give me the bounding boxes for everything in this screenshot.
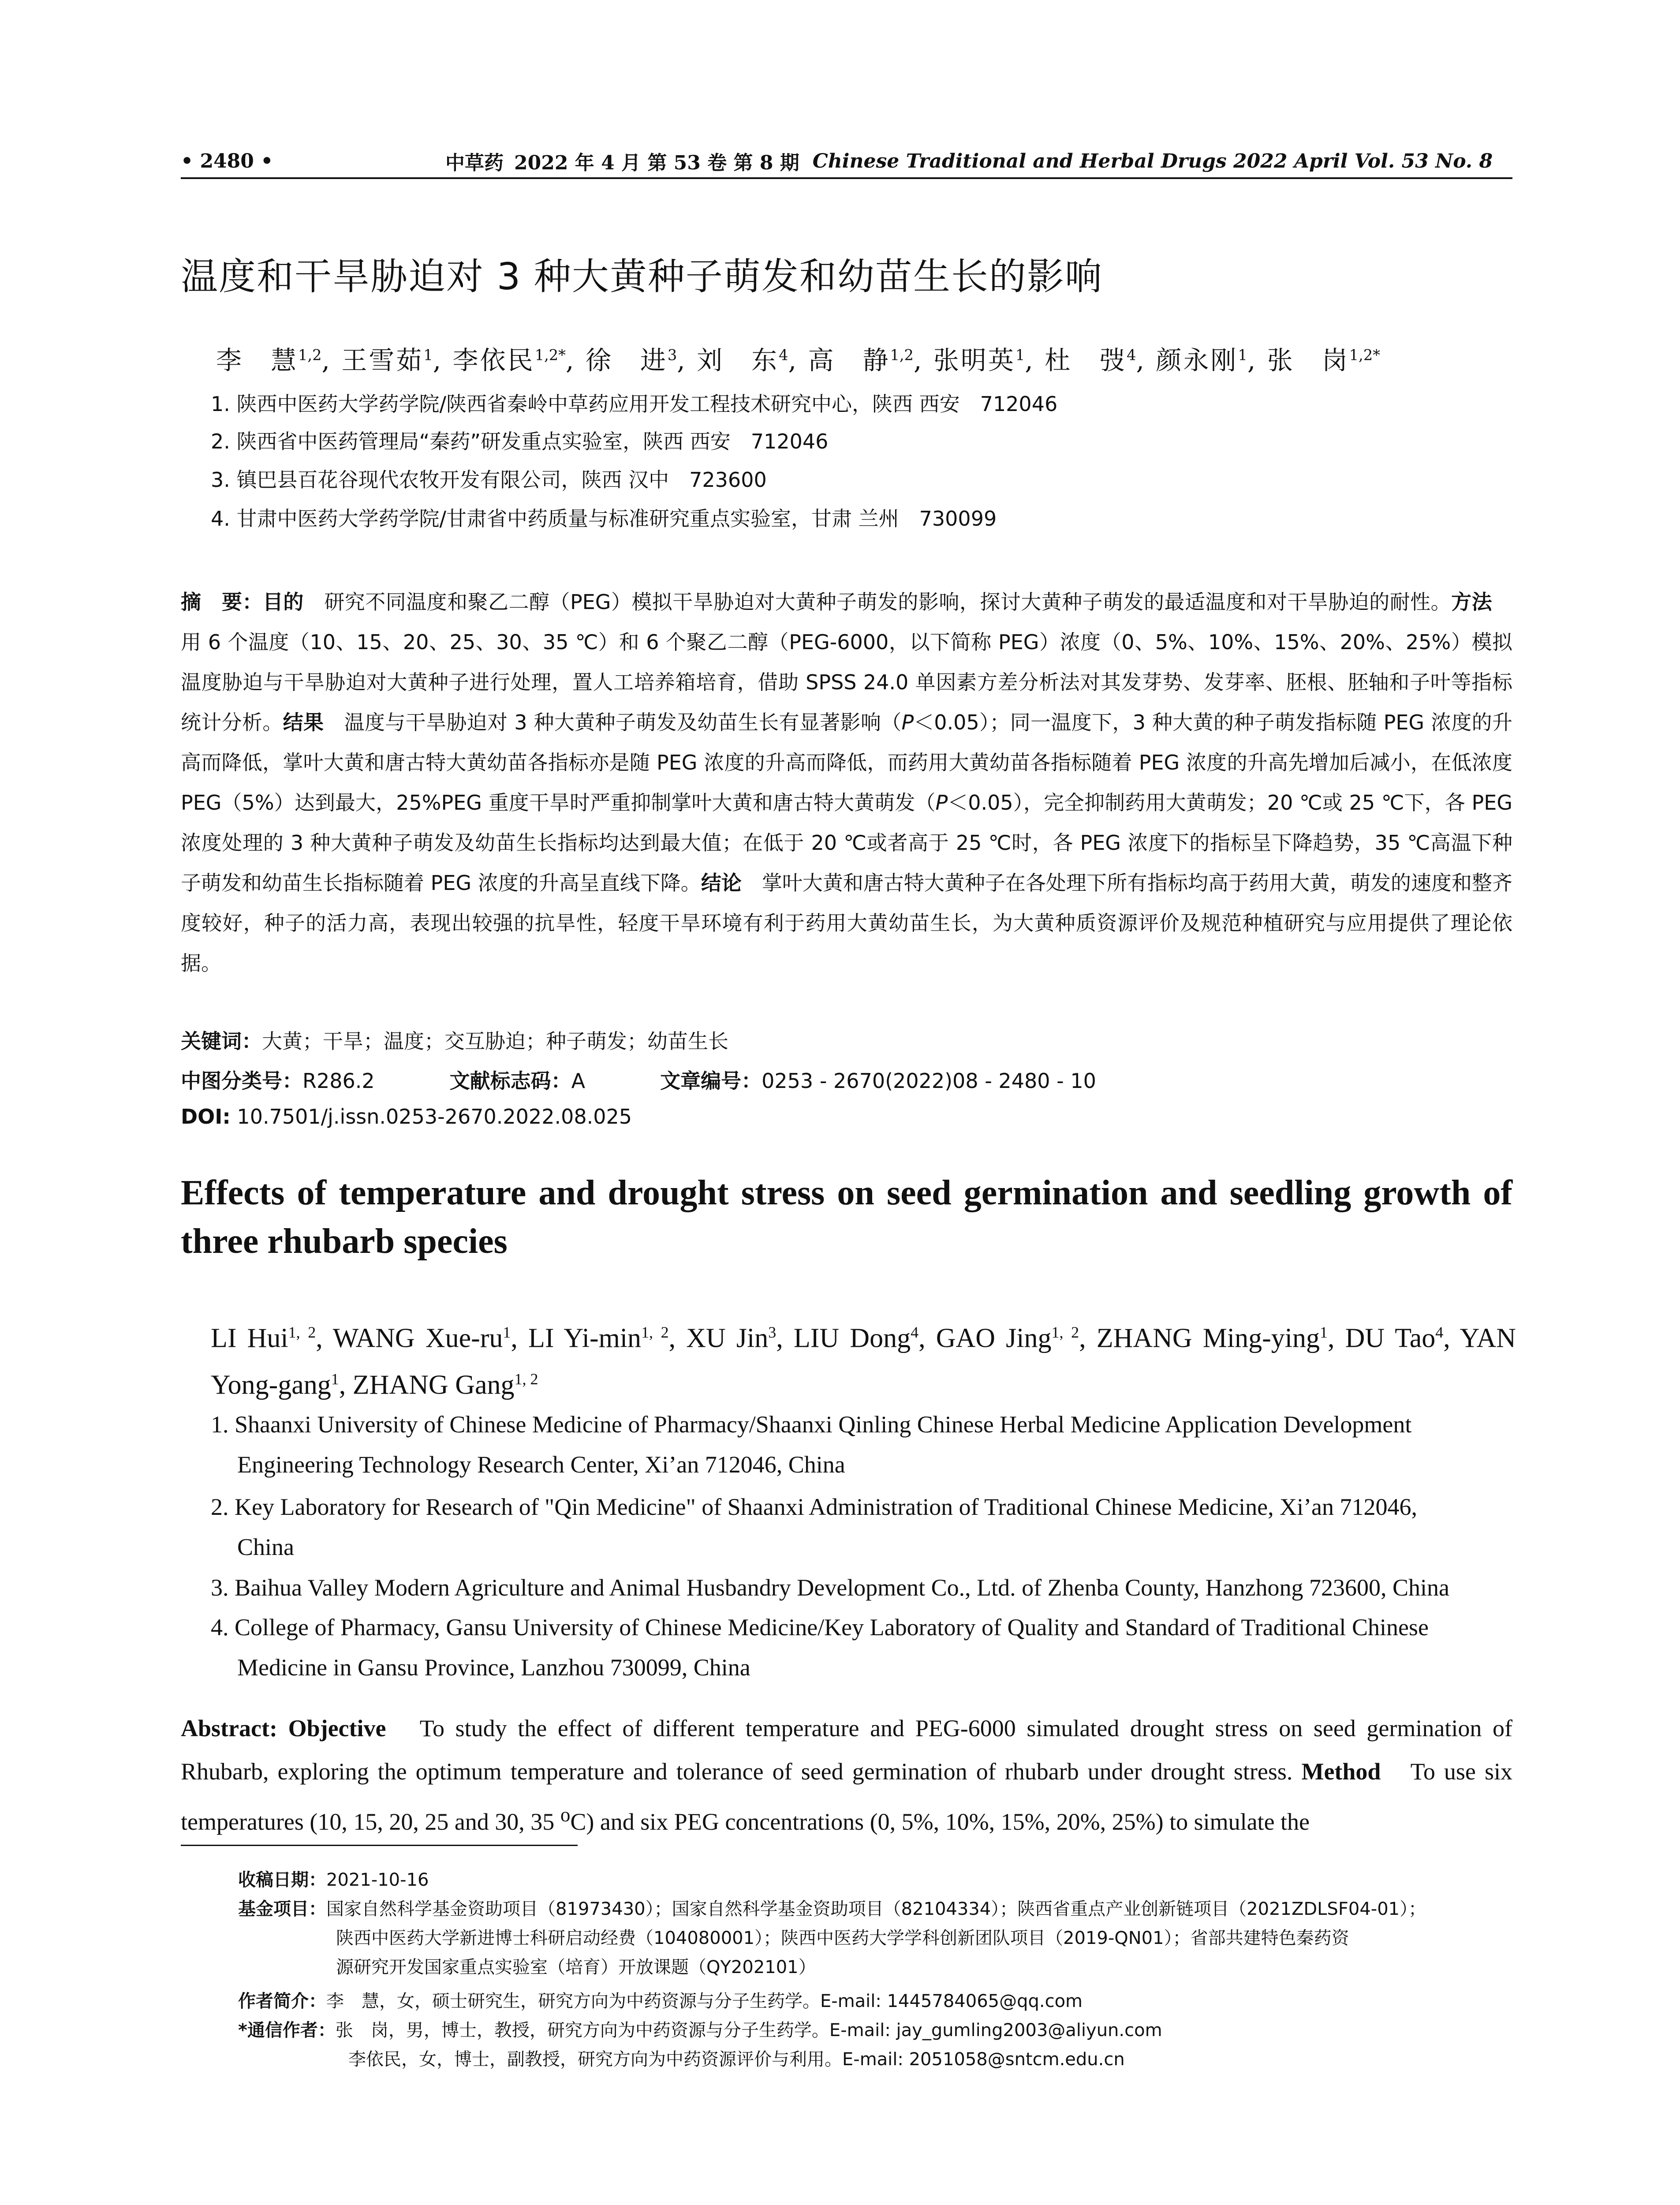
- authors-en: [211, 1312, 1516, 1405]
- affiliation-en-1-line1: 1. Shaanxi University of Chinese Medicine of Pharmacy/Shaanxi Qinling Chinese Herbal Medicine Application Development: [211, 1411, 1412, 1438]
- degree-symbol: o: [560, 1804, 571, 1826]
- result-cn-3: ＜0.05），完全抑制药用大黄萌发；20 ℃或 25 ℃下，各 PEG 浓度处理的 3 种大黄种子萌发及幼苗生长指标均达到最大值；在低于 20 ℃或者高于 25 ℃时，各 PEG 浓度下的指标呈下降趋势，35 ℃高温下种子萌发和幼苗生长指标随着 PEG 浓度的升高呈直线下降。: [181, 791, 1512, 895]
- cn-author-affiliation-mark: 3: [667, 346, 677, 364]
- en-author-affiliation-mark: 1: [331, 1370, 339, 1388]
- cn-author-name: 颜永刚: [1156, 345, 1238, 375]
- cn-author-name: 王雪茹: [341, 345, 424, 375]
- received-date: [238, 1865, 1512, 1895]
- cn-author-affiliation-mark: 1: [423, 346, 433, 364]
- en-author-name: WANG Xue-ru: [332, 1323, 503, 1353]
- cn-author-separator: ,: [1136, 345, 1156, 375]
- affiliation-cn-4: 4. 甘肃中医药大学药学院/甘肃省中药质量与标准研究重点实验室，甘肃 兰州 730099: [211, 507, 997, 531]
- page-number: • 2480 •: [181, 149, 273, 172]
- cn-author-name: 李 慧: [216, 345, 299, 375]
- result-cn-1: 温度与干旱胁迫对 3 种大黄种子萌发及幼苗生长有显著影响（: [324, 710, 902, 734]
- cn-author-name: 杜 弢: [1045, 345, 1127, 375]
- affiliation-en-2-line2: China: [237, 1534, 294, 1560]
- affiliation-cn-3: 3. 镇巴县百花谷现代农牧开发有限公司，陕西 汉中 723600: [211, 468, 767, 492]
- clc-label: 中图分类号：: [181, 1069, 302, 1093]
- affiliation-cn-2: 2. 陕西省中医药管理局“秦药”研发重点实验室，陕西 西安 712046: [211, 430, 829, 453]
- clc-value: R286.2: [302, 1069, 375, 1093]
- cn-author-separator: ,: [1025, 345, 1045, 375]
- en-author-separator: ,: [776, 1323, 794, 1353]
- received-value: 2021-10-16: [326, 1870, 429, 1890]
- footnote-rule: [181, 1845, 578, 1846]
- fund-info: [238, 1895, 1512, 1982]
- objective-en: To study the effect of different temperature and PEG-6000 simulated drought stress on seed germination of Rhubarb, exploring the optimum temperature and tolerance of seed germination of rhubarb under drought stress.: [181, 1715, 1512, 1785]
- en-author-name: LIU Dong: [793, 1323, 911, 1353]
- en-author-name: ZHANG Gang: [352, 1370, 515, 1400]
- en-author-name: YAN Yong-gang: [211, 1323, 1516, 1400]
- en-author-separator: ,: [316, 1323, 333, 1353]
- cn-author-name: 张 岗: [1267, 345, 1349, 375]
- authors-cn: [216, 340, 1517, 377]
- header-rule: [181, 177, 1512, 179]
- keywords-cn: [181, 1025, 728, 1054]
- en-author-affiliation-mark: 4: [911, 1323, 919, 1341]
- abstract-label-cn: 摘 要：: [181, 590, 263, 614]
- conclusion-label-cn: 结论: [701, 871, 742, 895]
- cn-author-affiliation-mark: 4: [779, 346, 788, 364]
- keywords-value: 大黄；干旱；温度；交互胁迫；种子萌发；幼苗生长: [262, 1029, 728, 1053]
- fund-line-2: 陕西中医药大学新进博士科研启动经费（104080001）；陕西中医药大学学科创新团队项目（2019-QN01）；省部共建特色秦药资: [336, 1928, 1349, 1948]
- affiliation-en-3: [211, 1568, 1516, 1608]
- cn-author-affiliation-mark: 4: [1127, 346, 1136, 364]
- cn-author-separator: ,: [788, 345, 808, 375]
- article-no-label: 文章编号：: [660, 1069, 762, 1093]
- title-cn: 温度和干旱胁迫对 3 种大黄种子萌发和幼苗生长的影响: [181, 255, 1103, 298]
- received-label: 收稿日期：: [238, 1870, 326, 1890]
- cn-author-affiliation-mark: 1: [1015, 346, 1025, 364]
- author-bio: [238, 1987, 1512, 2016]
- en-author-separator: ,: [511, 1323, 529, 1353]
- keywords-label: 关键词：: [181, 1029, 262, 1053]
- en-author-name: GAO Jing: [936, 1323, 1052, 1353]
- en-author-separator: ,: [668, 1323, 687, 1353]
- cn-author-name: 张明英: [933, 345, 1015, 375]
- classification-line: [181, 1065, 1096, 1094]
- running-header: [181, 143, 1512, 179]
- en-author-name: XU Jin: [686, 1323, 769, 1353]
- en-author-affiliation-mark: 1, 2: [641, 1323, 669, 1341]
- en-author-affiliation-mark: 3: [768, 1323, 777, 1341]
- affiliation-en-4-line1: 4. College of Pharmacy, Gansu University of Chinese Medicine/Key Laboratory of Quality and Standard of Traditional Chinese: [211, 1614, 1429, 1641]
- en-author-affiliation-mark: 4: [1435, 1323, 1444, 1341]
- affiliation-en-2: [211, 1487, 1516, 1567]
- cn-author-separator: ,: [677, 345, 697, 375]
- abstract-en: [181, 1707, 1512, 1843]
- en-author-separator: ,: [1443, 1323, 1460, 1353]
- cn-author-separator: ,: [1247, 345, 1267, 375]
- result-label-cn: 结果: [283, 710, 324, 734]
- cn-author-affiliation-mark: 1,2: [890, 346, 914, 364]
- cn-author-separator: ,: [321, 345, 342, 375]
- bio-value: 李 慧，女，硕士研究生，研究方向为中药资源与分子生药学。E-mail: 1445784065@qq.com: [326, 1991, 1083, 2011]
- doc-code-label: 文献标志码：: [449, 1069, 571, 1093]
- method-en-2: C) and six PEG concentrations (0, 5%, 10%, 15%, 20%, 25%) to simulate the: [570, 1809, 1310, 1835]
- en-author-separator: ,: [1079, 1323, 1097, 1353]
- fund-line-3: 源研究开发国家重点实验室（培育）开放课题（QY202101）: [336, 1957, 816, 1977]
- abstract-label-en: Abstract: Objective: [181, 1715, 386, 1742]
- bio-label: 作者简介：: [238, 1991, 326, 2011]
- en-author-separator: ,: [918, 1323, 936, 1353]
- doi-line: [181, 1105, 632, 1129]
- corresponding-author: [238, 2016, 1512, 2074]
- affiliation-en-4-line2: Medicine in Gansu Province, Lanzhou 730099, China: [237, 1654, 750, 1681]
- method-label-cn: 方法: [1451, 590, 1493, 614]
- journal-name-en: Chinese Traditional and Herbal Drugs 2022 April Vol. 53 No. 8: [812, 149, 1493, 172]
- doi-label: DOI:: [181, 1105, 231, 1129]
- en-author-name: ZHANG Ming-ying: [1096, 1323, 1320, 1353]
- en-author-name: LI Yi-min: [528, 1323, 642, 1353]
- affiliation-en-1: [211, 1405, 1516, 1485]
- fund-line-1: 国家自然科学基金资助项目（81973430）；国家自然科学基金资助项目（82104334）；陕西省重点产业创新链项目（2021ZDLSF04-01）；: [326, 1899, 1426, 1919]
- objective-label-cn: 目的: [262, 590, 304, 614]
- cn-author-affiliation-mark: 1,2*: [534, 346, 566, 364]
- journal-name-cn: 中草药: [445, 152, 504, 174]
- method-en-1: To use six temperatures (10, 15, 20, 25 and 30, 35: [181, 1758, 1512, 1835]
- en-author-affiliation-mark: 1, 2: [288, 1323, 316, 1341]
- cn-author-name: 李依民: [452, 345, 535, 375]
- conclusion-cn: 掌叶大黄和唐古特大黄种子在各处理下所有指标均高于药用大黄，萌发的速度和整齐度较好，种子的活力高，表现出较强的抗旱性，轻度干旱环境有利于药用大黄幼苗生长，为大黄种质资源评价及规范种植研究与应用提供了理论依据。: [181, 871, 1512, 975]
- issue-date-cn: 2022 年 4 月 第 53 卷 第 8 期: [514, 152, 799, 174]
- cn-author-separator: ,: [433, 345, 453, 375]
- affiliation-en-4: [211, 1607, 1516, 1688]
- cn-author-affiliation-mark: 1,2*: [1349, 346, 1381, 364]
- abstract-cn: [181, 582, 1512, 983]
- cn-author-name: 高 静: [808, 345, 890, 375]
- cn-author-affiliation-mark: 1: [1238, 346, 1247, 364]
- cn-author-separator: ,: [913, 345, 933, 375]
- en-author-separator: ,: [339, 1370, 353, 1400]
- p-value-symbol: P: [935, 791, 948, 815]
- en-author-affiliation-mark: 1, 2: [514, 1370, 538, 1388]
- doi-value: 10.7501/j.issn.0253-2670.2022.08.025: [230, 1105, 632, 1129]
- affiliation-en-1-line2: Engineering Technology Research Center, Xi’an 712046, China: [237, 1451, 845, 1478]
- cn-author-name: 刘 东: [697, 345, 779, 375]
- cn-author-name: 徐 进: [585, 345, 668, 375]
- article-no-value: 0253 - 2670(2022)08 - 2480 - 10: [762, 1069, 1096, 1093]
- cn-author-affiliation-mark: 1,2: [298, 346, 322, 364]
- en-author-name: LI Hui: [211, 1323, 288, 1353]
- corr-line-2: 李依民，女，博士，副教授，研究方向为中药资源评价与利用。E-mail: 2051058@sntcm.edu.cn: [348, 2049, 1125, 2070]
- en-author-affiliation-mark: 1, 2: [1051, 1323, 1079, 1341]
- en-author-affiliation-mark: 1: [1320, 1323, 1328, 1341]
- en-author-name: DU Tao: [1345, 1323, 1436, 1353]
- affiliation-cn-1: 1. 陕西中医药大学药学院/陕西省秦岭中草药应用开发工程技术研究中心，陕西 西安 712046: [211, 392, 1058, 416]
- corr-line-1: 张 岗，男，博士，教授，研究方向为中药资源与分子生药学。E-mail: jay_gumling2003@aliyun.com: [335, 2020, 1162, 2041]
- method-label-en: Method: [1301, 1758, 1381, 1785]
- cn-author-separator: ,: [565, 345, 586, 375]
- fund-label: 基金项目：: [238, 1899, 326, 1919]
- objective-cn: 研究不同温度和聚乙二醇（PEG）模拟干旱胁迫对大黄种子萌发的影响，探讨大黄种子萌发的最适温度和对干旱胁迫的耐性。: [303, 590, 1452, 614]
- en-author-separator: ,: [1328, 1323, 1345, 1353]
- result-cn-2: ＜0.05）；同一温度下，3 种大黄的种子萌发指标随 PEG 浓度的升高而降低，掌叶大黄和唐古特大黄幼苗各指标亦是随 PEG 浓度的升高而降低，而药用大黄幼苗各指标随着 PEG 浓度的升高先增加后减小，在低浓度 PEG（5%）达到最大，25%PEG 重度干旱时严重抑制掌叶大黄和唐古特大黄萌发（: [181, 710, 1512, 815]
- title-en: Effects of temperature and drought stress on seed germination and seedling growth of three rhubarb species: [181, 1174, 1512, 1261]
- doc-code-value: A: [571, 1069, 586, 1093]
- en-author-affiliation-mark: 1: [503, 1323, 511, 1341]
- affiliation-en-2-line1: 2. Key Laboratory for Research of "Qin Medicine" of Shaanxi Administration of Traditional Chinese Medicine, Xi’an 712046,: [211, 1494, 1418, 1520]
- method-cn: 用 6 个温度（10、15、20、25、30、35 ℃）和 6 个聚乙二醇（PEG-6000，以下简称 PEG）浓度（0、5%、10%、15%、20%、25%）模拟温度胁迫与干旱胁迫对大黄种子进行处理，置人工培养箱培育，借助 SPSS 24.0 单因素方差分析法对其发芽势、发芽率、胚根、胚轴和子叶等指标统计分析。: [181, 590, 1513, 734]
- affiliation-en-3-line1: 3. Baihua Valley Modern Agriculture and Animal Husbandry Development Co., Ltd. of Zhenba County, Hanzhong 723600, China: [211, 1574, 1450, 1601]
- corr-label: *通信作者：: [238, 2020, 336, 2041]
- p-value-symbol: P: [901, 710, 914, 734]
